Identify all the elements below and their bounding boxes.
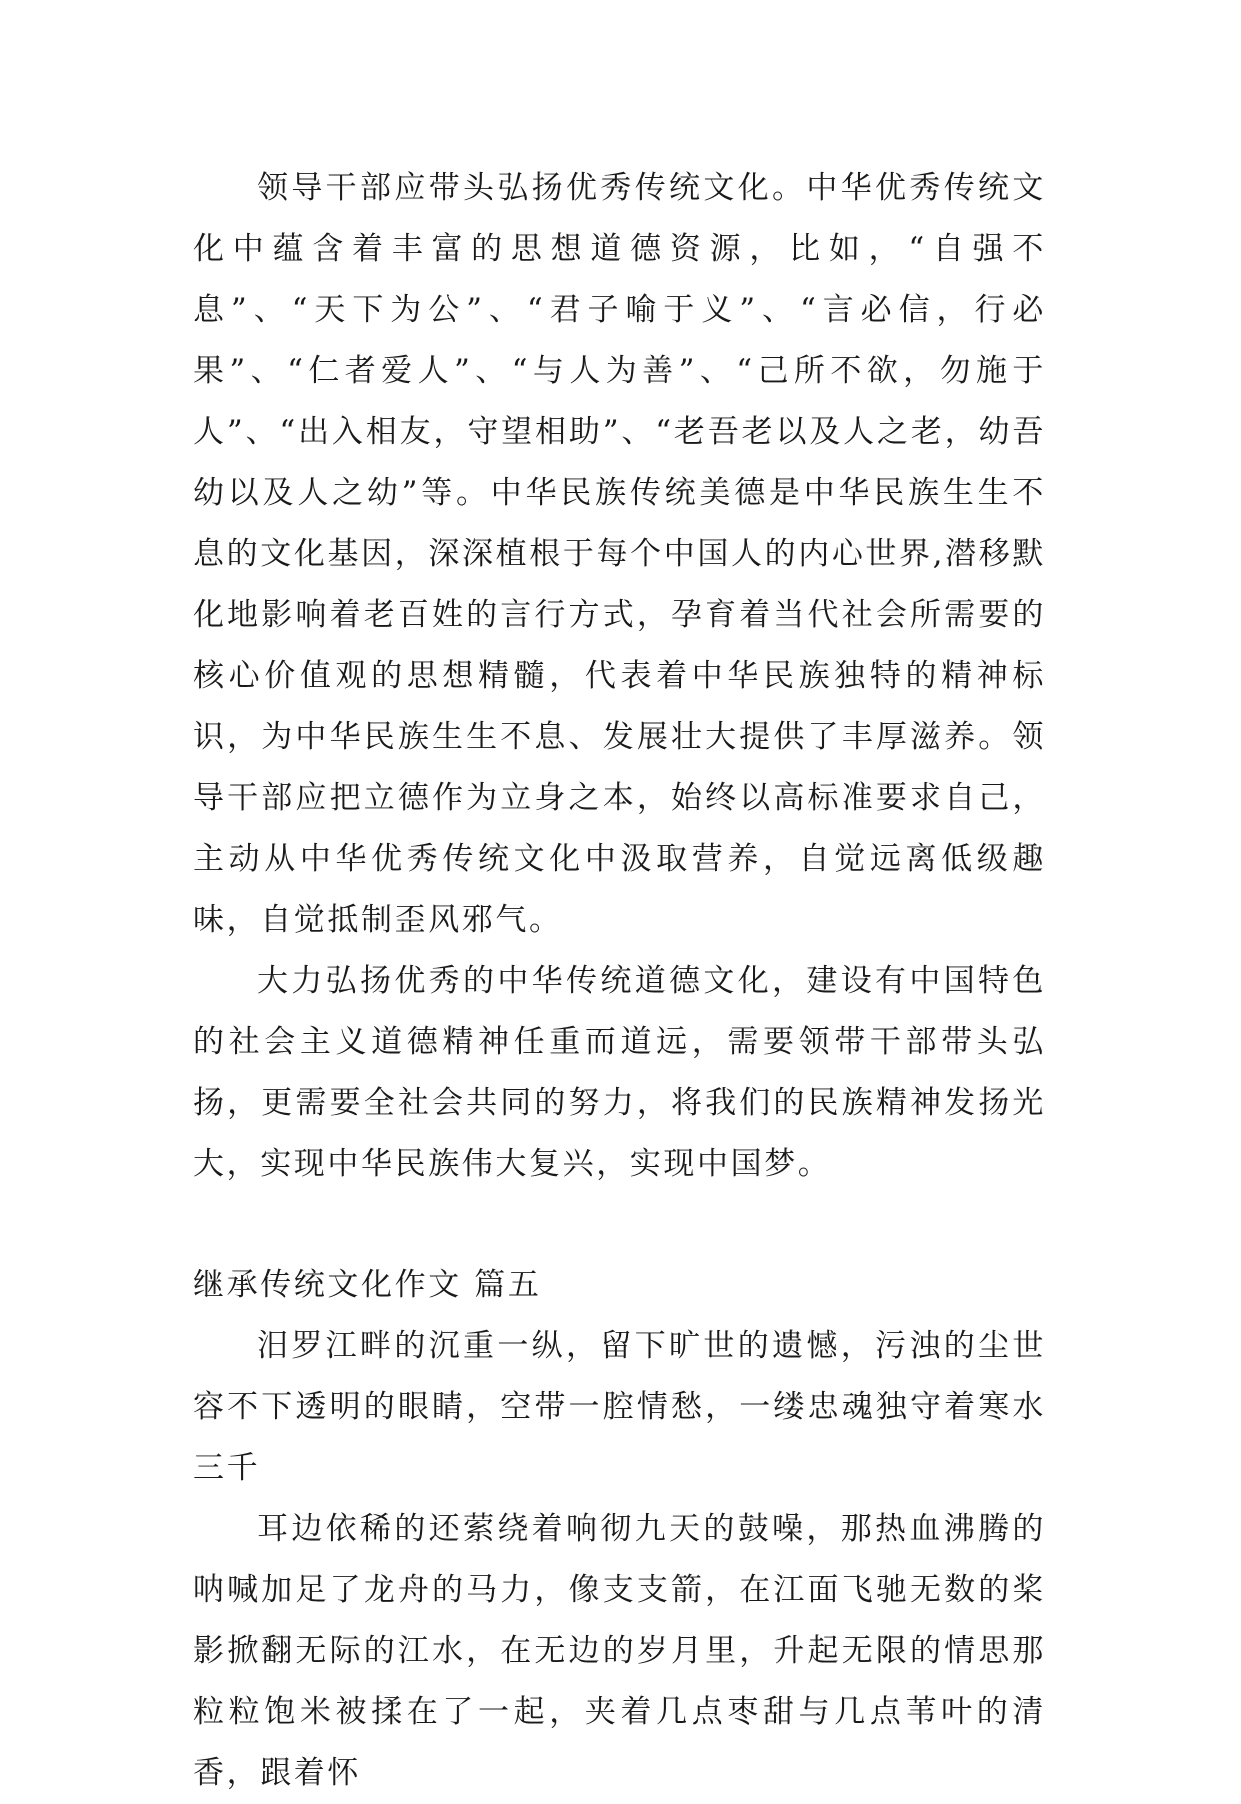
- paragraph-miluo-river: 汨罗江畔的沉重一纵，留下旷世的遗憾，污浊的尘世容不下透明的眼睛，空带一腔情愁，一缕忠魂独守着寒水三千: [193, 1328, 1046, 1486]
- document-body: [193, 158, 1046, 1804]
- paragraph-dragon-boat: 耳边依稀的还萦绕着响彻九天的鼓噪，那热血沸腾的呐喊加足了龙舟的马力，像支支箭，在江面飞驰无数的桨影掀翻无际的江水，在无边的岁月里，升起无限的情思那粒粒饱米被揉在了一起，夹着几点枣甜与几点苇叶的清香，跟着怀: [193, 1511, 1046, 1791]
- paragraph-promote-moral-culture: 大力弘扬优秀的中华传统道德文化，建设有中国特色的社会主义道德精神任重而道远，需要领带干部带头弘扬，更需要全社会共同的努力，将我们的民族精神发扬光大，实现中华民族伟大复兴，实现中国梦。: [193, 963, 1046, 1182]
- paragraph-leaders-promote-culture: 领导干部应带头弘扬优秀传统文化。中华优秀传统文化中蕴含着丰富的思想道德资源，比如，“自强不息”、“天下为公”、“君子喻于义”、“言必信，行必果”、“仁者爱人”、“与人为善”、“己所不欲，勿施于人”、“出入相友，守望相助”、“老吾老以及人之老，幼吾幼以及人之幼”等。中华民族传统美德是中华民族生生不息的文化基因，深深植根于每个中国人的内心世界,潜移默化地影响着老百姓的言行方式，孕育着当代社会所需要的核心价值观的思想精髓，代表着中华民族独特的精神标识，为中华民族生生不息、发展壮大提供了丰厚滋养。领导干部应把立德作为立身之本，始终以高标准要求自己，主动从中华优秀传统文化中汲取营养，自觉远离低级趣味，自觉抵制歪风邪气。: [193, 170, 1046, 938]
- section-heading: 继承传统文化作文 篇五: [193, 1267, 542, 1303]
